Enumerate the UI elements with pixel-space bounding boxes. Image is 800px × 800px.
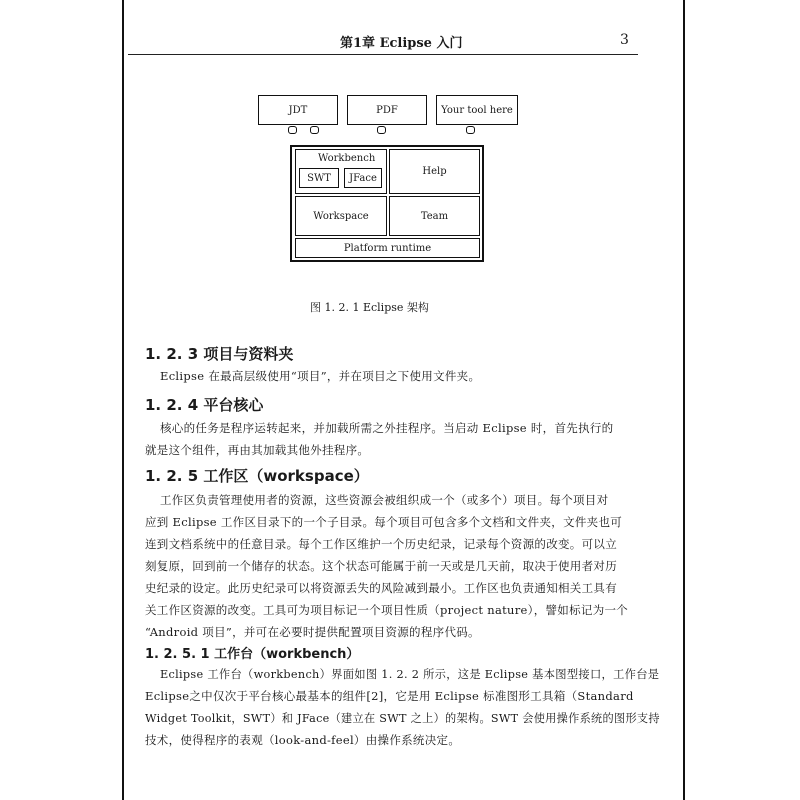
plug-connector-icon (310, 126, 319, 134)
running-header (130, 32, 630, 54)
plug-connector-icon (377, 126, 386, 134)
section-heading-1-2-5-1: 1. 2. 5. 1 工作台（workbench） (145, 647, 360, 662)
pdf-box: PDF (347, 95, 427, 125)
section-heading-1-2-5: 1. 2. 5 工作区（workspace） (145, 467, 369, 485)
header-rule (128, 54, 638, 55)
page-border-left (122, 0, 124, 800)
paragraph-line: Widget Toolkit，SWT）和 JFace（建立在 SWT 之上）的架构。SWT 会使用操作系统的图形支持 (145, 711, 660, 725)
paragraph-line: 史纪录的设定。此历史纪录可以将资源丢失的风险减到最小。工作区也负责通知相关工具有 (145, 581, 617, 595)
eclipse-architecture-diagram (250, 90, 530, 270)
chapter-title: 第1章 Eclipse 入门 (340, 36, 463, 51)
plug-connector-icon (288, 126, 297, 134)
paragraph-line: 关工作区资源的改变。工具可为项目标记一个项目性质（project nature），譬如标记为一个 (145, 603, 629, 617)
jface-box: JFace (344, 168, 382, 188)
platform-runtime-box: Platform runtime (295, 238, 480, 258)
page-border-right (683, 0, 685, 800)
paragraph-line: “Android 项目”，并可在必要时提供配置项目资源的程序代码。 (145, 625, 480, 639)
paragraph-line: 核心的任务是程序运转起来，并加载所需之外挂程序。当启动 Eclipse 时，首先执行的 (160, 421, 614, 435)
paragraph-line: 技术，使得程序的表观（look-and-feel）由操作系统决定。 (145, 733, 461, 747)
figure-caption: 图 1. 2. 1 Eclipse 架构 (310, 301, 429, 314)
workbench-box (295, 149, 387, 194)
paragraph-line: Eclipse 工作台（workbench）界面如图 1. 2. 2 所示，这是 Eclipse 基本图型接口，工作台是 (160, 667, 660, 681)
plug-connector-icon (466, 126, 475, 134)
team-box: Team (389, 196, 480, 236)
swt-box: SWT (299, 168, 339, 188)
workbench-label: Workbench (318, 153, 376, 164)
help-box: Help (389, 149, 480, 194)
paragraph-line: 刻复原，回到前一个储存的状态。这个状态可能属于前一天或是几天前，取决于使用者对历 (145, 559, 617, 573)
section-heading-1-2-4: 1. 2. 4 平台核心 (145, 396, 264, 414)
section-heading-1-2-3: 1. 2. 3 项目与资料夹 (145, 345, 294, 363)
paragraph-line: 工作区负责管理使用者的资源，这些资源会被组织成一个（或多个）项目。每个项目对 (160, 493, 609, 507)
paragraph-line: Eclipse 在最高层级使用“项目”，并在项目之下使用文件夹。 (160, 369, 481, 383)
paragraph-line: Eclipse之中仅次于平台核心最基本的组件[2]，它是用 Eclipse 标准图形工具箱（Standard (145, 689, 634, 703)
workspace-box: Workspace (295, 196, 387, 236)
your-tool-box: Your tool here (436, 95, 518, 125)
paragraph-line: 就是这个组件，再由其加载其他外挂程序。 (145, 443, 370, 457)
page-number: 3 (620, 32, 629, 48)
paragraph-line: 连到文档系统中的任意目录。每个工作区维护一个历史纪录，记录每个资源的改变。可以立 (145, 537, 617, 551)
jdt-box: JDT (258, 95, 338, 125)
paragraph-line: 应到 Eclipse 工作区目录下的一个子目录。每个项目可包含多个文档和文件夹，文件夹也可 (145, 515, 623, 529)
